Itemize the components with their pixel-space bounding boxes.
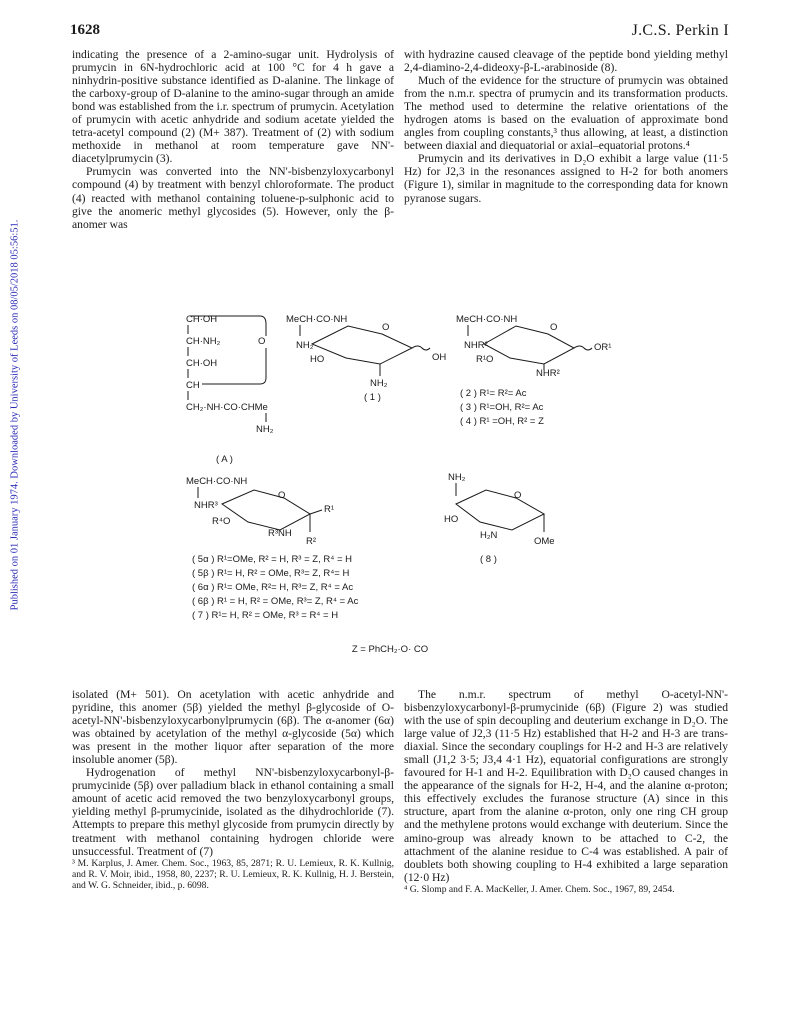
chem-label: OH <box>432 352 447 363</box>
chem-label: CH·OH <box>186 358 218 369</box>
chem-label: HO <box>310 354 325 365</box>
chem-label: ( 7 ) R¹= H, R² = OMe, R³ = R⁴ = H <box>192 610 339 621</box>
chem-label: OR¹ <box>594 342 612 353</box>
structures-svg <box>150 300 630 670</box>
chem-label: MeCH·CO·NH <box>456 314 518 325</box>
chem-label: ( 1 ) <box>364 392 381 403</box>
paragraph: The n.m.r. spectrum of methyl O-acetyl-NN'-bisbenzyloxycarbonyl-β-prumycinide (6β) (Figure 2) was studied with the use of spin decoupling and deuterium exchange in D₂O. The large value of J2,3 (11·5 Hz) established that H-2 and H-3 are trans-diaxial. Since the secondary couplings for H-2 and H-3 are relatively small (J1,2 3·5; J3,4 4·1 Hz), equatorial configurations are strongly favoured for H-1 and H-2. Equilibration with D₂O caused changes in the appearance of the signals for H-2, H-4, and the alanine α-proton; this effectively excludes the furanose structure (A) since in this structure, apart from the alanine α-proton, only one ring CH group and the methylene protons would exchange with deuterium. Since the amino-group was already known to be attached to C-2, the attachment of the alanine residue to C-4 was established. A pair of doublets both showing coupling to H-4 exhibited a large separation (12·0 Hz) <box>404 688 728 884</box>
chem-label: NH₂ <box>370 378 388 389</box>
chem-label: CH·NH₂ <box>186 336 221 347</box>
chem-label: H₂N <box>480 530 498 541</box>
chem-label: NH₂ <box>448 472 466 483</box>
left-column-top <box>72 48 394 231</box>
chemical-structures-figure <box>150 300 630 670</box>
structure-2 <box>456 314 611 427</box>
chem-label: ( A ) <box>216 454 233 465</box>
chem-label: O <box>550 322 558 333</box>
chem-label: R² <box>306 536 317 547</box>
chem-label: R¹ <box>324 504 335 515</box>
paragraph: indicating the presence of a 2-amino-sugar unit. Hydrolysis of prumycin in 6N-hydrochloric acid at 100 °C for 4 h gave a ninhydrin-positive substance identified as D-alanine. The linkage of the carboxy-group of D-alanine to the amino-sugar through an amide bond was established from the i.r. spectrum of prumycin. Acetylation of prumycin with acetic anhydride and sodium acetate yielded the tetra-acetyl compound (2) (M+ 387). Treatment of (2) with sodium methoxide in methanol at room temperature gave NN'-diacetylprumycin (3). <box>72 48 394 166</box>
page-number: 1628 <box>70 22 100 38</box>
chem-label: O <box>514 490 522 501</box>
chem-label: ( 6α ) R¹= OMe, R²= H, R³= Z, R⁴ = Ac <box>192 582 354 593</box>
paragraph: with hydrazine caused cleavage of the peptide bond yielding methyl 2,4-diamino-2,4-dideoxy-β-L-arabinoside (8). <box>404 48 728 75</box>
structure-1 <box>286 314 446 403</box>
paragraph: Prumycin was converted into the NN'-bisbenzyloxycarbonyl compound (4) by treatment with benzyl chloroformate. The product (4) reacted with methanol containing toluene-p-sulphonic acid to give the anomeric methyl glycosides (5). However, only the β-anomer was <box>72 165 394 231</box>
chem-label: NH₂ <box>256 424 274 435</box>
chem-label: R⁴O <box>212 516 231 527</box>
chem-label: CH <box>186 380 200 391</box>
chem-label: NHR² <box>536 368 560 379</box>
right-column-bottom <box>404 688 728 895</box>
download-notice-text: Published on 01 January 1974. Downloaded by University of Leeds on 08/05/2018 05:56:51. <box>9 219 21 611</box>
right-column-top <box>404 48 728 205</box>
chem-label: ( 2 ) R¹= R²= Ac <box>460 388 527 399</box>
chem-label: MeCH·CO·NH <box>286 314 348 325</box>
download-notice <box>4 200 26 630</box>
chem-label: ( 6β ) R¹ = H, R² = OMe, R³= Z, R⁴ = Ac <box>192 596 359 607</box>
chem-label: O <box>258 336 266 347</box>
chem-label: NH₂ <box>296 340 314 351</box>
chem-label: NHR³ <box>194 500 218 511</box>
chem-label: R¹O <box>476 354 494 365</box>
chem-label: NHR² <box>464 340 488 351</box>
paragraph: Much of the evidence for the structure of prumycin was obtained from the n.m.r. spectra of prumycin and its transformation products. The method used to determine the relative orientations of the hydrogen atoms is based on the evaluation of approximate bond angles from coupling constants,³ thus allowing, at least, a distinction between diaxial and diequatorial or axial–equatorial protons.⁴ <box>404 74 728 153</box>
chem-label: HO <box>444 514 459 525</box>
chem-label: ( 5α ) R¹=OMe, R² = H, R³ = Z, R⁴ = H <box>192 554 353 565</box>
chem-label: R³NH <box>268 528 292 539</box>
chem-label: ( 4 ) R¹ =OH, R² = Z <box>460 416 544 427</box>
chem-label: CH·OH <box>186 314 218 325</box>
structure-8 <box>444 472 555 565</box>
chem-label: CH₂·NH·CO·CHMe <box>186 402 268 413</box>
paragraph: Hydrogenation of methyl NN'-bisbenzyloxycarbonyl-β-prumycinide (5β) over palladium black in ethanol containing a small amount of acetic acid removed the two benzyloxycarbonyl groups, yielding methyl β-prumycinide, isolated as the dihydrochloride (7). Attempts to prepare this methyl glycoside from prumycin directly by treatment with methanol containing hydrogen chloride were unsuccessful. Treatment of (7) <box>72 766 394 858</box>
chem-label: ( 5β ) R¹= H, R² = OMe, R³= Z, R⁴= H <box>192 568 350 579</box>
chem-label: MeCH·CO·NH <box>186 476 248 487</box>
chem-label: OMe <box>534 536 555 547</box>
left-column-bottom <box>72 688 394 891</box>
footnote: ⁴ G. Slomp and F. A. MacKeller, J. Amer. Chem. Soc., 1967, 89, 2454. <box>404 883 675 895</box>
structure-a <box>186 314 274 465</box>
chem-label: ( 8 ) <box>480 554 497 565</box>
chem-label: O <box>382 322 390 333</box>
paragraph: Prumycin and its derivatives in D₂O exhibit a large value (11·5 Hz) for J2,3 in the resonances assigned to H-2 for both anomers (Figure 1), similar in magnitude to the corresponding data for known pyranose sugars. <box>404 152 728 205</box>
journal-title: J.C.S. Perkin I <box>631 22 729 39</box>
z-definition: Z = PhCH₂·O· CO <box>351 644 429 655</box>
footnote: ³ M. Karplus, J. Amer. Chem. Soc., 1963, 85, 2871; R. U. Lemieux, R. K. Kullnig, and R. V. Moir, ibid., 1958, 80, 2237; R. U. Lemieux, R. K. Kullnig, H. J. Berstein, and W. G. Schneider, ibid., p. 6098. <box>72 857 394 891</box>
paragraph: isolated (M+ 501). On acetylation with acetic anhydride and pyridine, this anomer (5β) yielded the methyl β-glycoside of O-acetyl-NN'-bisbenzyloxycarbonylprumycin (6β). The α-anomer (6α) was obtained by acetylation of the methyl α-glycoside (5α) which was present in the mother liquor after separation of the more insoluble anomer (5β). <box>72 688 394 767</box>
structure-5 <box>186 476 359 621</box>
chem-label: ( 3 ) R¹=OH, R²= Ac <box>460 402 544 413</box>
chem-label: O <box>278 490 286 501</box>
